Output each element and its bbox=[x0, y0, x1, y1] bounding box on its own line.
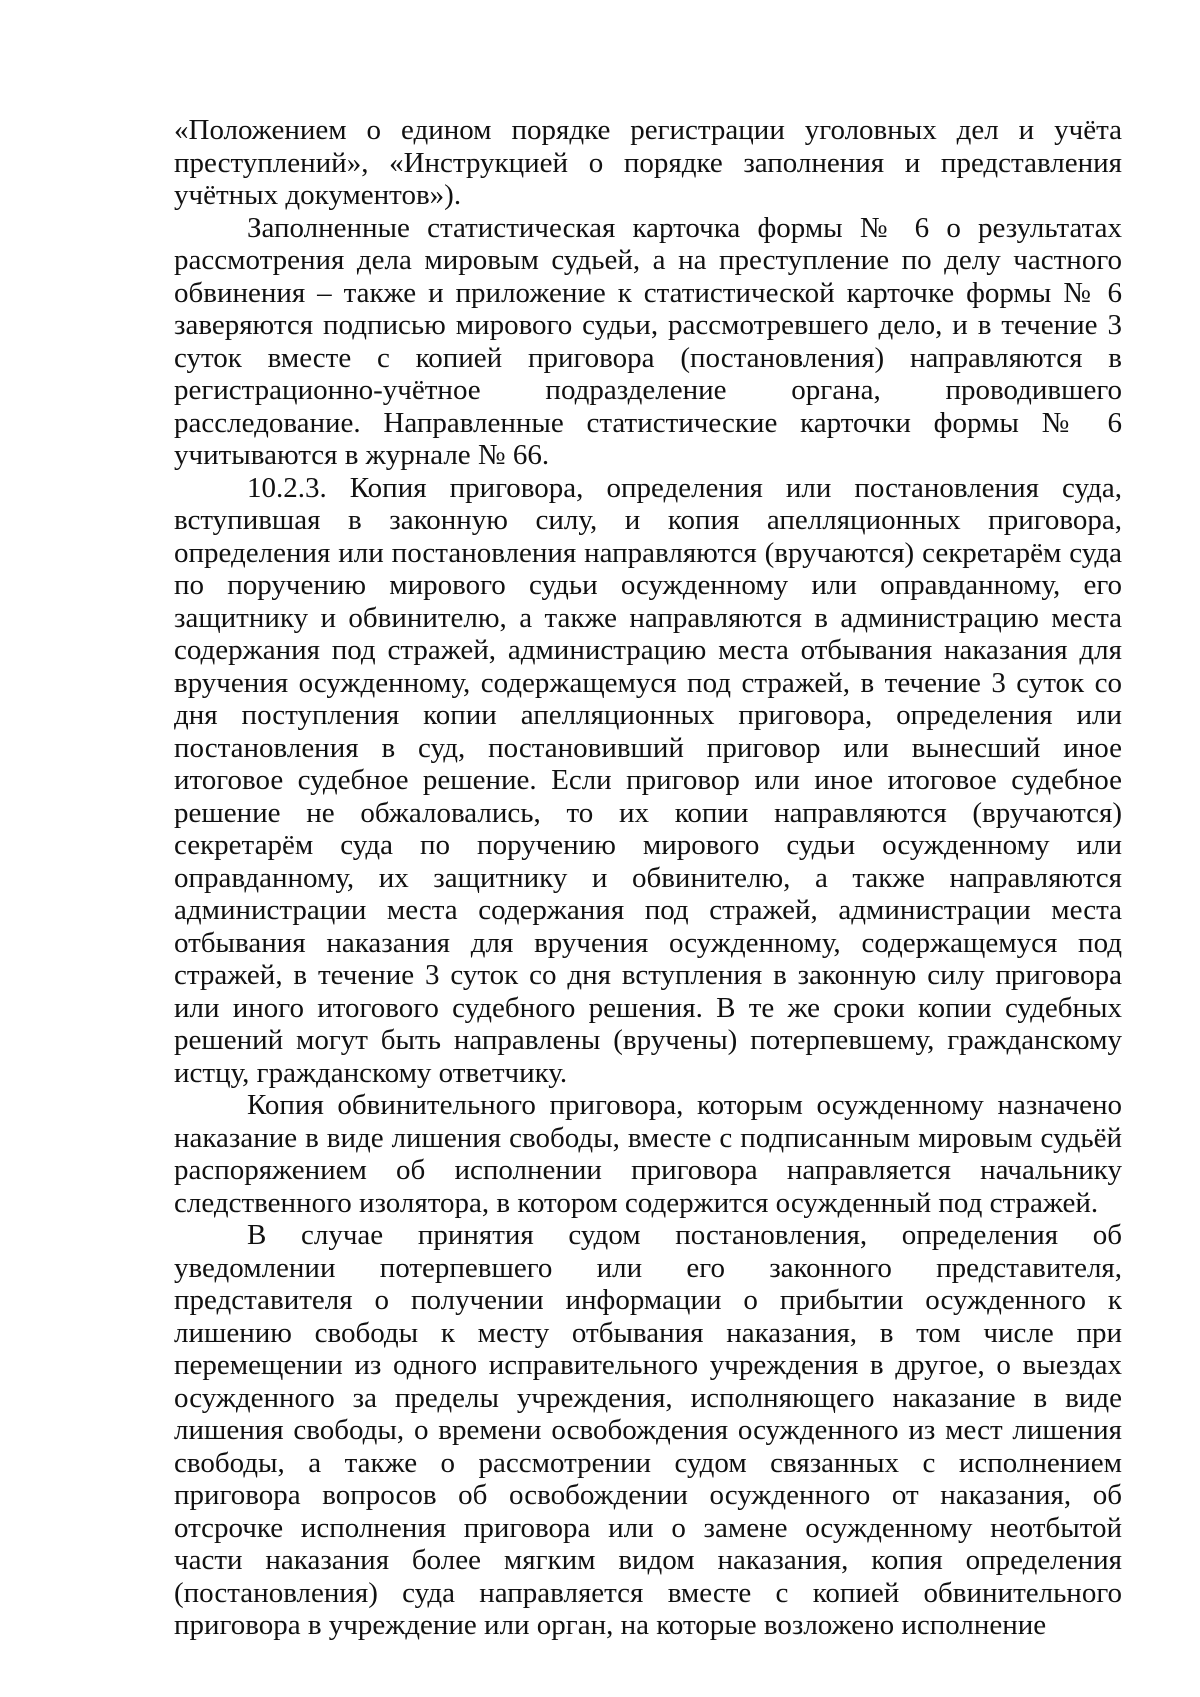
paragraph-statistical-card: Заполненные статистическая карточка формы № 6 о результатах рассмотрения дела мировым судьей, а на преступление по делу частного обвинения – также и приложение к статистической карточке формы № 6 заверяются подписью мирового судьи, рассмотревшего дело, и в течение 3 суток вместе с копией приговора (постановления) направляются в регистрационно-учётное подразделение органа, проводившего расследование. Направленные статистические карточки формы № 6 учитываются в журнале № 66. bbox=[174, 211, 1122, 471]
paragraph-victim-notification: В случае принятия судом постановления, определения об уведомлении потерпевшего или его законного представителя, представителя о получении информации о прибытии осужденного к лишению свободы к месту отбывания наказания, в том числе при перемещении из одного исправительного учреждения в другое, о выездах осужденного за пределы учреждения, исполняющего наказание в виде лишения свободы, о времени освобождения осужденного из мест лишения свободы, а также о рассмотрении судом связанных с исполнением приговора вопросов об освобождении осужденного от наказания, об отсрочке исполнения приговора или о замене осужденному неотбытой части наказания более мягким видом наказания, копия определения (постановления) суда направляется вместе с копией обвинительного приговора в учреждение или орган, на которые возложено исполнение bbox=[174, 1219, 1122, 1641]
paragraph-conviction-copy: Копия обвинительного приговора, которым осужденному назначено наказание в виде лишения свободы, вместе с подписанным мировым судьёй распоряжением об исполнении приговора направляется начальнику следственного изолятора, в котором содержится осужденный под стражей. bbox=[174, 1089, 1122, 1219]
paragraph-10-2-3: 10.2.3. Копия приговора, определения или постановления суда, вступившая в законную силу, и копия апелляционных приговора, определения или постановления направляются (вручаются) секретарём суда по поручению мирового судьи осужденному или оправданному, его защитнику и обвинителю, а также направляются в администрацию места содержания под стражей, администрацию места отбывания наказания для вручения осужденному, содержащемуся под стражей, в течение 3 суток со дня поступления копии апелляционных приговора, определения или постановления в суд, постановивший приговор или вынесший иное итоговое судебное решение. Если приговор или иное итоговое судебное решение не обжаловались, то их копии направляются (вручаются) секретарём суда по поручению мирового судьи осужденному или оправданному, их защитнику и обвинителю, а также направляются администрации места содержания под стражей, администрации места отбывания наказания для вручения осужденному, содержащемуся под стражей, в течение 3 суток со дня вступления в законную силу приговора или иного итогового судебного решения. В те же сроки копии судебных решений могут быть направлены (вручены) потерпевшему, гражданскому истцу, гражданскому ответчику. bbox=[174, 471, 1122, 1089]
paragraph-continuation: «Положением о едином порядке регистрации уголовных дел и учёта преступлений», «Инструкцией о порядке заполнения и представления учётных документов»). bbox=[174, 114, 1122, 211]
document-body bbox=[174, 114, 1122, 1642]
